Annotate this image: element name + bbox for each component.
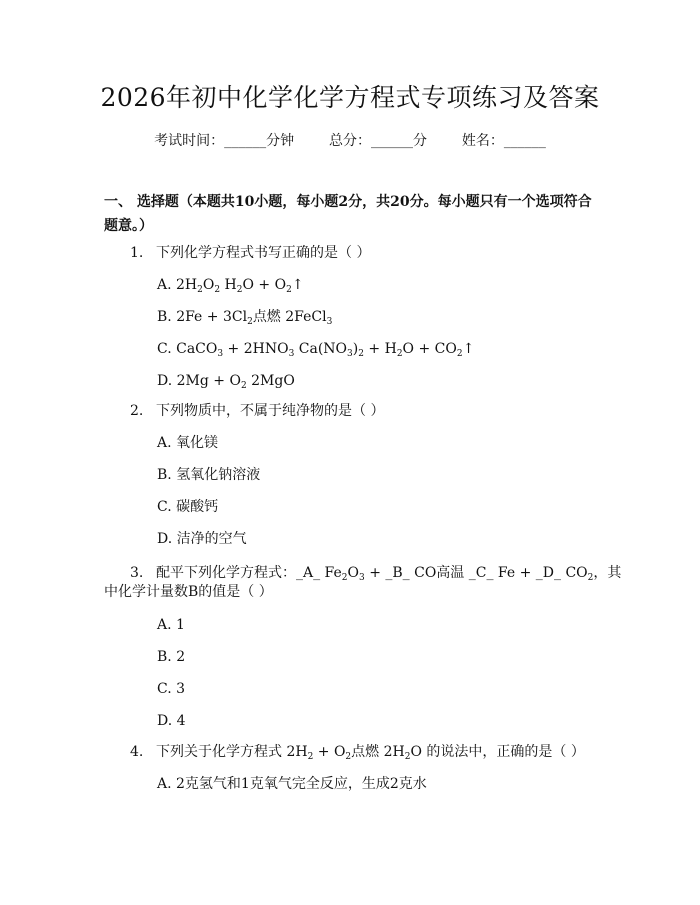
question-2 [130, 399, 384, 423]
name-label: 姓名： [461, 133, 504, 149]
time-blank: ______ [224, 133, 267, 149]
question-4: 4. 下列关于化学方程式 $2H_2 + O_2$点燃 $2H_2O$ 的说法中，正确的是（ ） [130, 740, 585, 764]
option-4a: A. 2克氢气和1克氧气完全反应，生成2克水 [157, 776, 427, 792]
option-2b: B. 氢氧化钠溶液 [157, 467, 261, 483]
question-number: 2. [130, 403, 144, 419]
score-blank: ______ [371, 133, 413, 149]
question-text-suffix: 的说法中，正确的是（ ） [426, 744, 585, 760]
page-title: 2026年初中化学化学方程式专项练习及答案 [100, 83, 600, 112]
option-label: D. [157, 373, 173, 389]
exam-info [0, 130, 700, 150]
option-1b: B. $2Fe + 3Cl_2$点燃 2FeCl$_3$ [157, 309, 333, 327]
question-text-prefix: 下列关于化学方程式 [156, 744, 282, 760]
option-label: B. [157, 309, 172, 325]
section-heading: 一、 选择题（本题共10小题，每小题2分，共20分。每小题只有一个选项符合题意。） [104, 194, 592, 234]
option-1a: A. $2H_2O_2$ $H_2O$ + $O_2↑$ [157, 277, 304, 295]
option-2a: A. 氧化镁 [157, 435, 219, 451]
option-1c: C. CaCO$_3$ + $2HNO_3$ $Ca(NO_3)_2 + H_2O$ + $CO_2↑$ [157, 341, 475, 359]
question-number: 1. [130, 245, 144, 261]
option-3b: B. 2 [157, 649, 186, 665]
time-unit: 分钟 [266, 133, 295, 149]
option-1d: D. $2Mg + O_2$ 2MgO [157, 373, 295, 391]
question-text: 下列化学方程式书写正确的是（ ） [156, 245, 371, 261]
question-text: 下列物质中，不属于纯净物的是（ ） [156, 403, 385, 419]
option-2d: D. 洁净的空气 [157, 531, 247, 547]
name-blank: ______ [503, 133, 546, 149]
option-label: A. [157, 277, 172, 293]
question-number: 4. [130, 744, 144, 760]
question-3-line2: 中化学计量数B的值是（ ） [104, 584, 273, 600]
option-3d: D. 4 [157, 713, 186, 729]
question-text-prefix: 配平下列化学方程式： [156, 565, 296, 581]
option-3a: A. 1 [157, 617, 185, 633]
score-label: 总分： [329, 133, 371, 149]
score-unit: 分 [413, 133, 427, 149]
question-number: 3. [130, 565, 144, 581]
question-3: 3. 配平下列化学方程式：_A_ $Fe_2O_3$ + _B_ CO高温 _C_ Fe + _D_ $CO_2$，其 [130, 561, 621, 585]
time-label: 考试时间： [154, 133, 225, 149]
option-2c: C. 碳酸钙 [157, 499, 219, 515]
option-label: C. [157, 341, 172, 357]
option-3c: C. 3 [157, 681, 186, 697]
question-1 [130, 241, 370, 265]
